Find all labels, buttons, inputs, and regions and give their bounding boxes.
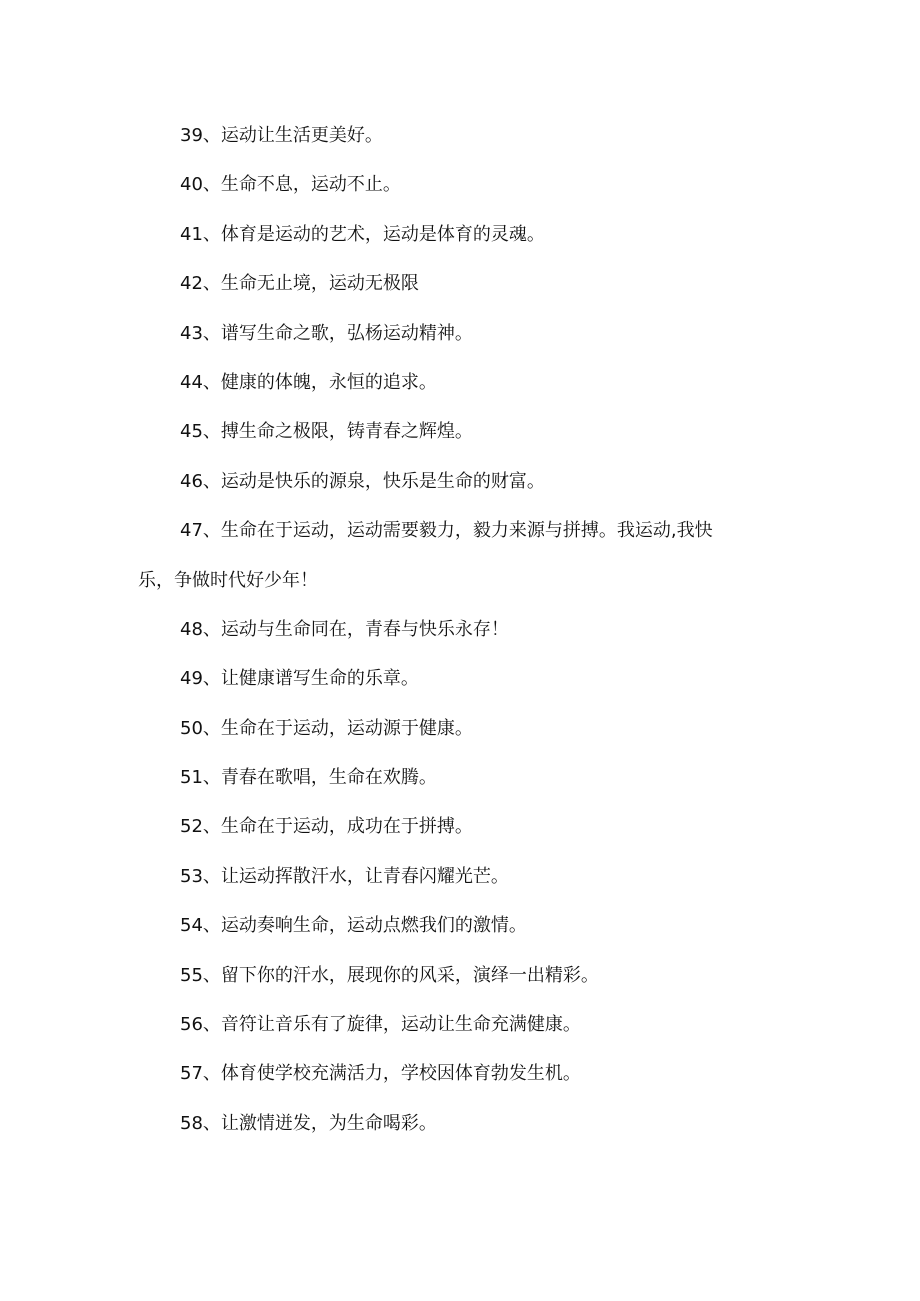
list-item <box>138 1049 783 1098</box>
list-item <box>138 1099 783 1148</box>
item-text: 、生命无止境，运动无极限 <box>202 273 419 295</box>
list-item <box>138 753 783 802</box>
item-number: 39 <box>180 125 203 146</box>
list-item-continuation: 乐，争做时代好少年！ <box>138 569 318 591</box>
list-item <box>138 407 783 456</box>
item-text: 、生命在于运动，成功在于拼搏。 <box>202 816 473 838</box>
list-item <box>138 210 783 259</box>
item-text: 、谱写生命之歌，弘杨运动精神。 <box>202 322 473 344</box>
list-item <box>138 704 783 753</box>
item-number: 44 <box>180 371 203 393</box>
slogan-list <box>138 111 783 1148</box>
item-text: 、生命在于运动，运动需要毅力，毅力来源与拼搏。我运动,我快 <box>202 520 713 542</box>
item-text: 、让激情迸发，为生命喝彩。 <box>202 1112 437 1134</box>
list-item <box>138 259 783 308</box>
list-item <box>138 358 783 407</box>
item-text: 、留下你的汗水，展现你的风采，演绎一出精彩。 <box>202 964 599 986</box>
item-text: 、生命不息，运动不止。 <box>202 174 401 196</box>
item-number: 42 <box>180 273 203 295</box>
item-number: 55 <box>180 964 203 986</box>
item-number: 54 <box>180 915 203 937</box>
item-number: 47 <box>180 520 203 542</box>
list-item-wrapped <box>138 506 783 605</box>
item-text: 、让运动挥散汗水，让青春闪耀光芒。 <box>202 865 509 887</box>
list-item <box>138 1000 783 1049</box>
item-number: 40 <box>180 174 203 196</box>
list-item-first-line <box>138 506 783 555</box>
item-text: 、体育使学校充满活力，学校因体育勃发生机。 <box>202 1063 581 1085</box>
item-number: 46 <box>180 470 203 492</box>
item-number: 48 <box>180 618 203 640</box>
item-text: 、运动与生命同在，青春与快乐永存！ <box>202 618 509 640</box>
list-item <box>138 111 783 160</box>
list-item <box>138 802 783 851</box>
item-text: 、运动让生活更美好。 <box>202 125 383 146</box>
item-number: 56 <box>180 1014 203 1036</box>
item-number: 49 <box>180 668 203 690</box>
item-number: 53 <box>180 865 203 887</box>
item-text: 、运动奏响生命，运动点燃我们的激情。 <box>202 915 527 937</box>
list-item <box>138 160 783 209</box>
item-text: 、搏生命之极限，铸青春之辉煌。 <box>202 421 473 443</box>
item-text: 、运动是快乐的源泉，快乐是生命的财富。 <box>202 470 545 492</box>
list-item <box>138 951 783 1000</box>
list-item <box>138 605 783 654</box>
item-text: 、生命在于运动，运动源于健康。 <box>202 717 473 739</box>
list-item <box>138 457 783 506</box>
list-item <box>138 901 783 950</box>
item-number: 51 <box>180 767 203 789</box>
list-item <box>138 654 783 703</box>
item-text: 、体育是运动的艺术，运动是体育的灵魂。 <box>202 223 545 245</box>
item-number: 57 <box>180 1063 203 1085</box>
item-number: 52 <box>180 816 203 838</box>
item-number: 41 <box>180 223 203 245</box>
item-number: 58 <box>180 1112 203 1134</box>
item-text: 、让健康谱写生命的乐章。 <box>202 668 419 690</box>
list-item <box>138 852 783 901</box>
item-text: 、健康的体魄，永恒的追求。 <box>202 371 437 393</box>
item-number: 43 <box>180 322 203 344</box>
item-number: 45 <box>180 421 203 443</box>
item-number: 50 <box>180 717 203 739</box>
list-item <box>138 309 783 358</box>
item-text: 、青春在歌唱，生命在欢腾。 <box>202 767 437 789</box>
item-text: 、音符让音乐有了旋律，运动让生命充满健康。 <box>202 1014 581 1036</box>
